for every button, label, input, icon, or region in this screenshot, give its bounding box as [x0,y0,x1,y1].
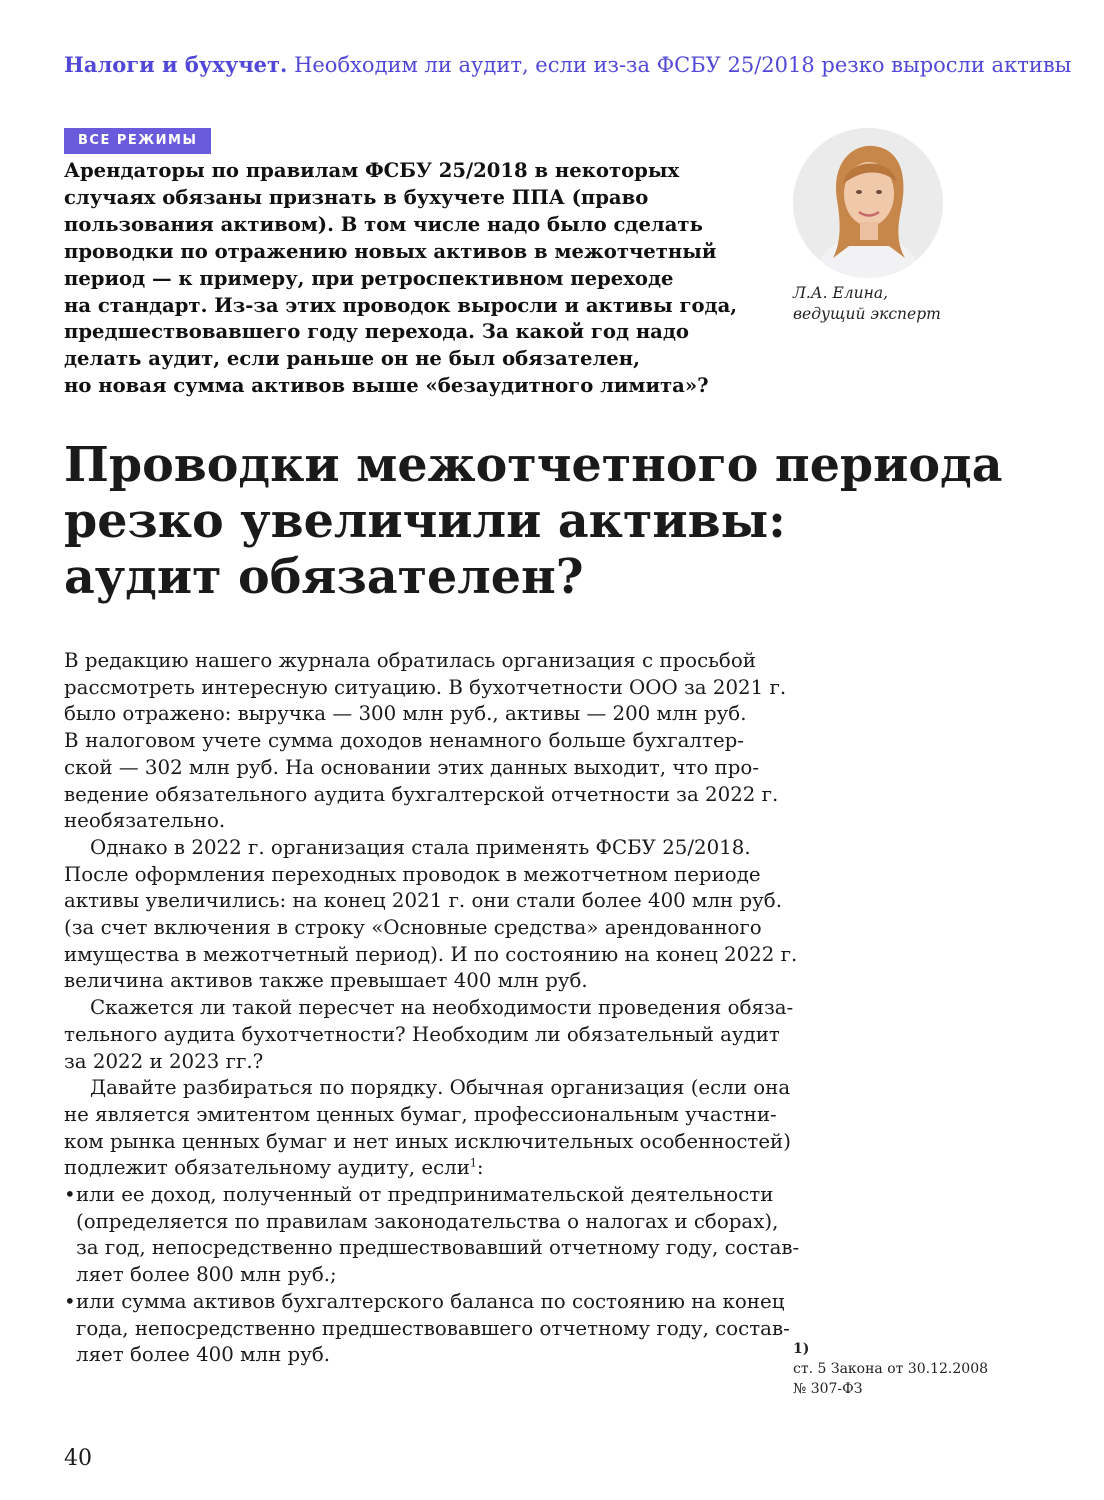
footnote-number: 1) [793,1341,810,1357]
text-line: за 2022 и 2023 гг.? [64,1049,264,1073]
footnote-line: № 307-ФЗ [793,1381,863,1397]
text-fragment: подлежит обязательному аудиту, если [64,1156,470,1180]
author-portrait-image [793,128,943,278]
lead-line: делать аудит, если раньше он не был обязателен, [64,347,640,371]
text-line: было отражено: выручка — 300 млн руб., активы — 200 млн руб. [64,702,747,726]
text-fragment: : [476,1156,484,1180]
lead-line: случаях обязаны признать в бухучете ППА (право [64,185,649,209]
author-role: ведущий эксперт [793,305,941,323]
bullet-line: ляет более 400 млн руб. [76,1343,331,1367]
text-line: величина активов также превышает 400 млн руб. [64,969,588,993]
text-line: ской — 302 млн руб. На основании этих данных выходит, что про- [64,755,759,779]
section-label: Налоги и бухучет. [64,52,288,77]
lead-line: Арендаторы по правилам ФСБУ 25/2018 в некоторых [64,159,680,182]
lead-line: но новая сумма активов выше «безаудитного лимита»? [64,374,709,398]
bullet-line: года, непосредственно предшествовавшего отчетному году, состав- [76,1316,790,1340]
bullet-line: (определяется по правилам законодательства о налогах и сборах), [76,1209,779,1233]
paragraph-2 [64,835,798,995]
text-line: После оформления переходных проводок в межотчетном периоде [64,862,761,886]
running-header [64,52,1072,77]
text-line: В редакцию нашего журнала обратилась организация с просьбой [64,649,756,672]
text-line: рассмотреть интересную ситуацию. В бухотчетности ООО за 2021 г. [64,675,787,699]
lead-line: период — к примеру, при ретроспективном переходе [64,266,674,290]
lead-line: на стандарт. Из-за этих проводок выросли и активы года, [64,293,738,317]
author-caption [793,283,1013,325]
bullet-line: • или сумма активов бухгалтерского баланса по состоянию на конец [64,1289,744,1316]
headline-line: Проводки межотчетного периода [64,437,1003,493]
footnote-ref[interactable]: 1 [469,1156,477,1170]
headline-line: резко увеличили активы: [64,493,786,549]
footnote-line [793,1339,1033,1379]
bullet-line: за год, непосредственно предшествовавший отчетному году, состав- [76,1236,800,1260]
text-line: ком рынка ценных бумаг и нет иных исключительных особенностей) [64,1129,791,1153]
text-line: имущества в межотчетный период). И по состоянию на конец 2022 г. [64,942,798,966]
text-line: Давайте разбираться по порядку. Обычная организация (если она [90,1076,791,1100]
tax-regime-badge: ВСЕ РЕЖИМЫ [64,128,211,154]
text-line: не является эмитентом ценных бумаг, профессиональным участни- [64,1102,777,1126]
lead-line: пользования активом). В том числе надо было сделать [64,212,703,236]
footnote-text: ст. 5 Закона от 30.12.2008 [793,1361,989,1377]
author-name: Л.А. Елина, [793,284,888,302]
paragraph-3 [64,995,794,1075]
text-line: тельного аудита бухотчетности? Необходим ли обязательный аудит [64,1022,780,1046]
article-headline [64,437,1064,605]
text-line: Однако в 2022 г. организация стала применять ФСБУ 25/2018. [90,835,751,859]
author-photo [793,128,943,278]
lead-paragraph [64,158,754,400]
bullet-line: ляет более 800 млн руб.; [76,1263,337,1287]
text-line: активы увеличились: на конец 2021 г. они стали более 400 млн руб. [64,889,782,913]
text-line: необязательно. [64,809,226,833]
bullet-item-income [64,1182,800,1289]
headline-line: аудит обязателен? [64,549,584,605]
page-number: 40 [64,1446,92,1471]
paragraph-4 [64,1075,791,1182]
text-line: Скажется ли такой пересчет на необходимости проведения обяза- [90,996,794,1020]
text-line [64,1155,744,1182]
running-title: Необходим ли аудит, если из-за ФСБУ 25/2018 резко выросли активы [294,53,1072,77]
footnote [793,1339,1033,1399]
lead-line: предшествовавшего году перехода. За какой год надо [64,320,690,344]
lead-line: проводки по отражению новых активов в межотчетный [64,239,717,263]
text-line: В налоговом учете сумма доходов ненамного больше бухгалтер- [64,729,744,753]
article-body [64,648,800,1369]
paragraph-1 [64,648,787,835]
text-line: (за счет включения в строку «Основные средства» арендованного [64,916,762,940]
text-line: ведение обязательного аудита бухгалтерской отчетности за 2022 г. [64,782,779,806]
bullet-item-assets [64,1289,790,1369]
bullet-line: • или ее доход, полученный от предпринимательской деятельности [64,1182,744,1209]
